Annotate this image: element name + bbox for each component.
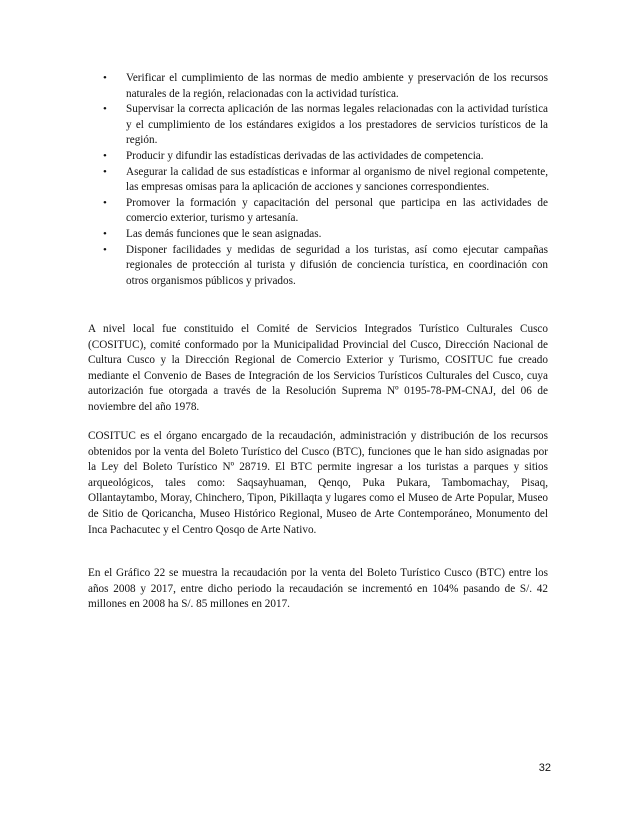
bullet-icon: • (103, 165, 107, 178)
bullet-icon: • (103, 149, 107, 162)
paragraph-cosituc-role: COSITUC es el órgano encargado de la recaudación, administración y distribución de los recursos obtenidos por la venta del Boleto Turístico del Cusco (BTC), funciones que le han sido asignadas por la Ley del Boleto Turístico Nº 28719. El BTC permite ingresar a los turistas a parques y sitios arqueológicos, tales como: Saqsayhuaman, Qenqo, Puka Pukara, Tambomachay, Pisaq, Ollantaytambo, Moray, Chinchero, Tipon, Pikillaqta y lugares como el Museo de Arte Popular, Museo de Sitio de Qoricancha, Museo Histórico Regional, Museo de Arte Contemporáneo, Monumento del Inca Pachacutec y el Centro Qosqo de Arte Nativo. (88, 430, 548, 536)
bullet-icon: • (103, 72, 107, 84)
bullet-item (88, 149, 548, 165)
bullet-text: Disponer facilidades y medidas de seguridad a los turistas, así como ejecutar campañas regionales de protección al turista y difusión de conciencia turística, en coordinación con otros organismos públicos y privados. (126, 243, 548, 287)
bullet-item (88, 71, 548, 102)
functions-bullet-list (88, 71, 548, 289)
bullet-item (88, 165, 548, 196)
bullet-item (88, 227, 548, 243)
bullet-text: Las demás funciones que le sean asignadas. (126, 227, 322, 240)
bullet-text: Producir y difundir las estadísticas derivadas de las actividades de competencia. (126, 149, 484, 162)
bullet-item (88, 196, 548, 227)
bullet-text: Verificar el cumplimiento de las normas de medio ambiente y preservación de los recursos naturales de la región, relacionadas con la actividad turística. (126, 72, 548, 100)
page-number: 32 (538, 762, 551, 774)
bullet-text: Promover la formación y capacitación del personal que participa en las actividades de comercio exterior, turismo y artesanía. (126, 196, 548, 225)
bullet-item (88, 243, 548, 290)
bullet-icon: • (103, 243, 107, 256)
bullet-icon: • (103, 196, 107, 209)
bullet-item (88, 102, 548, 149)
bullet-text: Supervisar la correcta aplicación de las normas legales relacionadas con la actividad turística y el cumplimiento de los estándares exigidos a los prestadores de servicios turísticos de la región. (126, 103, 548, 147)
bullet-text: Asegurar la calidad de sus estadísticas e informar al organismo de nivel regional competente, las empresas omisas para la aplicación de acciones y sanciones correspondientes. (126, 165, 548, 194)
bullet-icon: • (103, 227, 107, 240)
paragraph-btc-revenue: En el Gráfico 22 se muestra la recaudación por la venta del Boleto Turístico Cusco (BTC) entre los años 2008 y 2017, entre dicho periodo la recaudación se incrementó en 104% pasando de S/. 42 millones en 2008 ha S/. 85 millones en 2017. (88, 567, 548, 611)
bullet-icon: • (103, 103, 107, 116)
paragraph-cosituc-origin: A nivel local fue constituido el Comité de Servicios Integrados Turístico Culturales Cusco (COSITUC), comité conformado por la Municipalidad Provincial del Cusco, Dirección Nacional de Cultura Cusco y la Dirección Regional de Comercio Exterior y Turismo, COSITUC fue creado mediante el Convenio de Bases de Integración de los Servicios Turísticos Culturales del Cusco, cuya autorización fue otorgada a través de la Resolución Suprema Nº 0195-78-PM-CNAJ, del 06 de noviembre del año 1978. (88, 323, 548, 413)
